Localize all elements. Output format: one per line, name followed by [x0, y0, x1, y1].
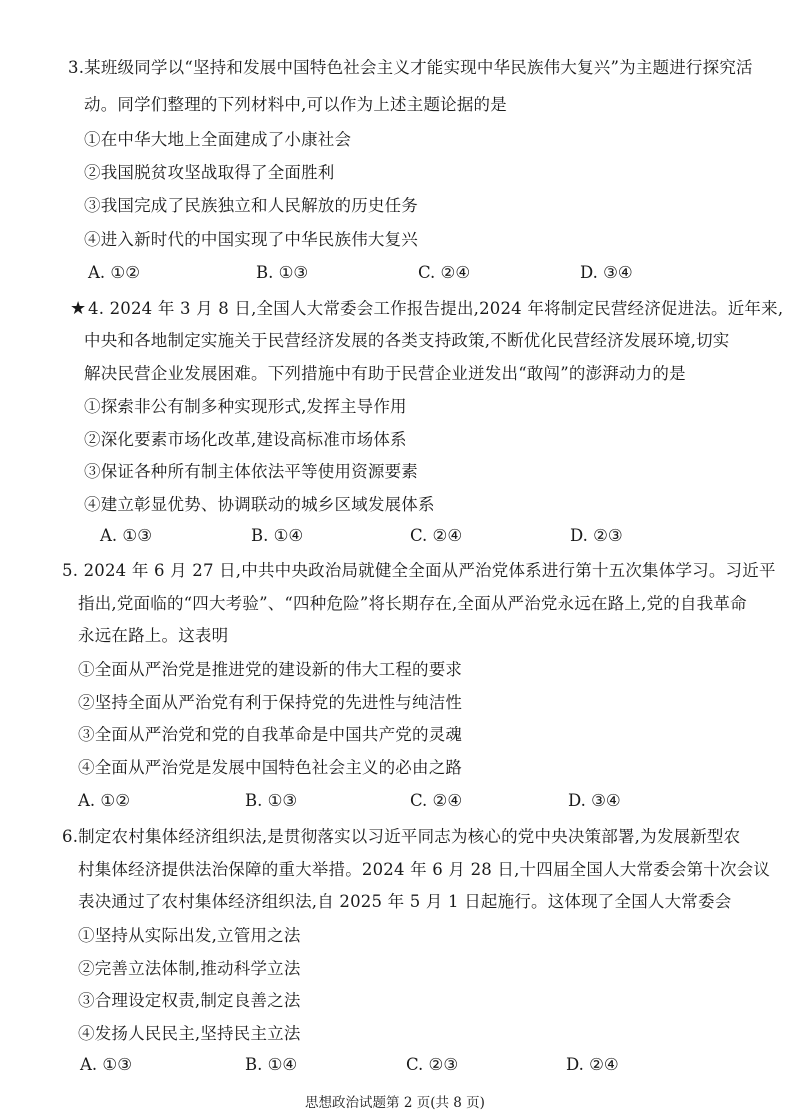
- choice-a: A. ①②: [78, 791, 130, 810]
- star-marker: ★: [70, 298, 87, 319]
- option-statement: ③合理设定权责,制定良善之法: [78, 991, 301, 1010]
- question-stem-line: 解决民营企业发展困难。下列措施中有助于民营企业迸发出“敢闯”的澎湃动力的是: [84, 364, 686, 383]
- option-statement: ①坚持从实际出发,立管用之法: [78, 926, 301, 945]
- option-statement: ②坚持全面从严治党有利于保持党的先进性与纯洁性: [78, 693, 463, 712]
- choice-b: B. ①③: [256, 263, 309, 282]
- option-statement: ①在中华大地上全面建成了小康社会: [84, 130, 352, 149]
- question-stem-line: 3.某班级同学以“坚持和发展中国特色社会主义才能实现中华民族伟大复兴”为主题进行探究活: [68, 58, 753, 77]
- option-statement: ③保证各种所有制主体依法平等使用资源要素: [84, 462, 418, 481]
- option-statement: ④全面从严治党是发展中国特色社会主义的必由之路: [78, 758, 463, 777]
- option-statement: ②完善立法体制,推动科学立法: [78, 959, 301, 978]
- page-footer: 思想政治试题第 2 页(共 8 页): [305, 1095, 485, 1111]
- choice-a: A. ①②: [88, 263, 140, 282]
- question-stem-line: 永远在路上。这表明: [78, 626, 229, 645]
- option-statement: ①全面从严治党是推进党的建设新的伟大工程的要求: [78, 660, 463, 679]
- question-stem-line: 6.制定农村集体经济组织法,是贯彻落实以习近平同志为核心的党中央决策部署,为发展新型农: [62, 827, 741, 846]
- question-stem-line: 5. 2024 年 6 月 27 日,中共中央政治局就健全全面从严治党体系进行第十五次集体学习。习近平: [62, 561, 776, 580]
- choice-a: A. ①③: [80, 1055, 132, 1074]
- choice-c: C. ②④: [410, 526, 463, 545]
- question-stem-line: 指出,党面临的“四大考验”、“四种危险”将长期存在,全面从严治党永远在路上,党的自我革命: [78, 594, 747, 613]
- question-stem-line: 表决通过了农村集体经济组织法,自 2025 年 5 月 1 日起施行。这体现了全国人大常委会: [78, 892, 732, 911]
- option-statement: ④发扬人民民主,坚持民主立法: [78, 1024, 301, 1043]
- choice-a: A. ①③: [100, 526, 152, 545]
- choice-d: D. ②③: [570, 526, 623, 545]
- option-statement: ③我国完成了民族独立和人民解放的历史任务: [84, 196, 418, 215]
- choice-b: B. ①③: [245, 791, 298, 810]
- choice-d: D. ③④: [568, 791, 621, 810]
- choice-b: B. ①④: [251, 526, 304, 545]
- question-stem-line: 4. 2024 年 3 月 8 日,全国人大常委会工作报告提出,2024 年将制定民营经济促进法。近年来,: [88, 299, 784, 318]
- choice-d: D. ②④: [566, 1055, 619, 1074]
- question-stem-line: 村集体经济提供法治保障的重大举措。2024 年 6 月 28 日,十四届全国人大常委会第十次会议: [78, 860, 771, 879]
- choice-b: B. ①④: [245, 1055, 298, 1074]
- option-statement: ②深化要素市场化改革,建设高标准市场体系: [84, 430, 407, 449]
- option-statement: ②我国脱贫攻坚战取得了全面胜利: [84, 163, 335, 182]
- question-stem-line: 动。同学们整理的下列材料中,可以作为上述主题论据的是: [84, 95, 507, 114]
- choice-c: C. ②④: [418, 263, 471, 282]
- choice-c: C. ②③: [406, 1055, 459, 1074]
- choice-c: C. ②④: [410, 791, 463, 810]
- question-stem-line: 中央和各地制定实施关于民营经济发展的各类支持政策,不断优化民营经济发展环境,切实: [84, 331, 730, 350]
- option-statement: ③全面从严治党和党的自我革命是中国共产党的灵魂: [78, 725, 463, 744]
- option-statement: ④进入新时代的中国实现了中华民族伟大复兴: [84, 230, 418, 249]
- option-statement: ①探索非公有制多种实现形式,发挥主导作用: [84, 397, 407, 416]
- option-statement: ④建立彰显优势、协调联动的城乡区域发展体系: [84, 495, 435, 514]
- choice-d: D. ③④: [580, 263, 633, 282]
